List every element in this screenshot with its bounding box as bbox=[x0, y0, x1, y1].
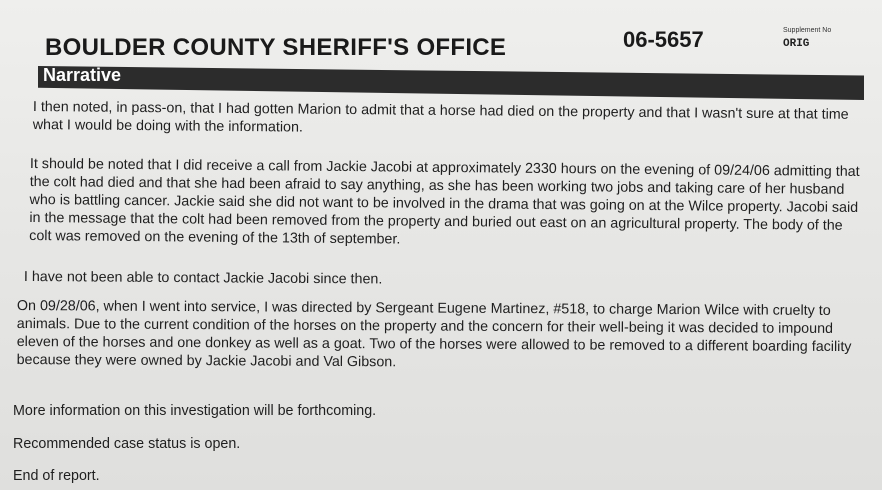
narrative-paragraph: I have not been able to contact Jackie Jacobi since then. bbox=[23, 268, 383, 288]
narrative-paragraph: Recommended case status is open. bbox=[13, 436, 241, 452]
supplement-label: Supplement No bbox=[783, 27, 832, 34]
narrative-paragraph: It should be noted that I did receive a call from Jackie Jacobi at approximately 2330 hours on the evening of 09/24/06 admitting that the colt had died and that she had been afraid to say anything, as she has been working two jobs and taking care of her husband who is battling cancer. Jackie said she did not want to be involved in the drama that was going on at the Wilce property. Jacobi said in the message that the colt had been removed from the property and buried out east on an agricultural property. The body of the colt was removed on the evening of the 13th of september. bbox=[29, 155, 860, 248]
agency-title: BOULDER COUNTY SHERIFF'S OFFICE bbox=[45, 34, 507, 61]
narrative-paragraph: More information on this investigation will be forthcoming. bbox=[13, 403, 377, 419]
narrative-section-title: Narrative bbox=[43, 65, 122, 85]
narrative-paragraph: End of report. bbox=[13, 468, 100, 484]
narrative-paragraph: On 09/28/06, when I went into service, I was directed by Sergeant Eugene Martinez, #518, to charge Marion Wilce with cruelty to animals. Due to the current condition of the horses on the property and the concern for their well-being it was decided to impound eleven of the horses and one donkey as well as a goat. Two of the horses were allowed to be removed to a different boarding facility because they were owned by Jackie Jacobi and Val Gibson. bbox=[16, 297, 852, 371]
supplement-value: ORIG bbox=[783, 38, 810, 50]
case-number: 06-5657 bbox=[623, 27, 704, 52]
narrative-paragraph: I then noted, in pass-on, that I had gotten Marion to admit that a horse had died on the property and that I wasn't sure at that time what I would be doing with the information. bbox=[32, 98, 849, 136]
